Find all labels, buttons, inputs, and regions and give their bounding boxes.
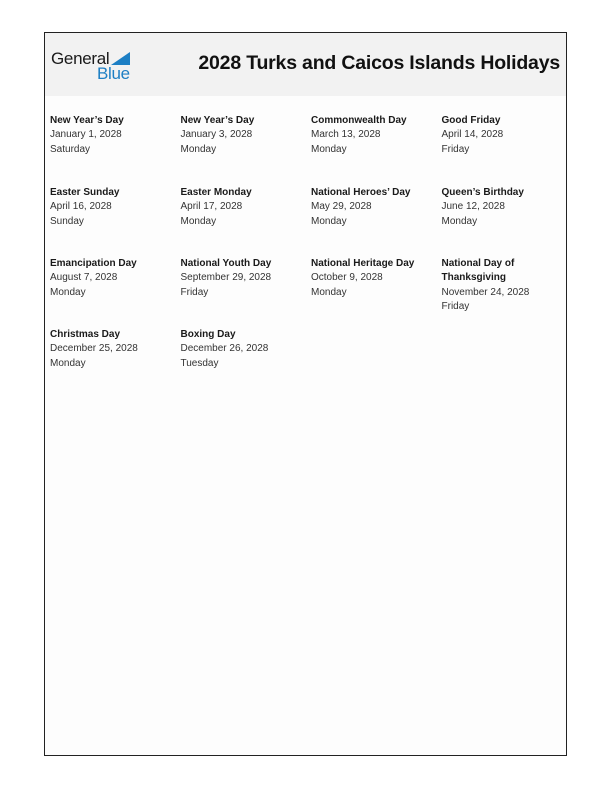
holiday-entry (181, 186, 306, 229)
holiday-weekday: Monday (311, 286, 347, 298)
holiday-name: Easter Monday (180, 187, 252, 198)
holiday-weekday: Sunday (50, 215, 84, 227)
logo-general-text: General (51, 49, 110, 68)
holiday-entry (311, 114, 436, 157)
holiday-date: April 14, 2028 (441, 129, 504, 141)
holiday-entry (311, 186, 436, 229)
logo-blue-text: Blue (97, 64, 130, 83)
holiday-weekday: Monday (311, 215, 347, 227)
page-frame (44, 32, 567, 756)
holiday-name: National Day of Thanksgiving (441, 258, 515, 284)
holiday-date: January 1, 2028 (50, 129, 122, 141)
holiday-name: National Youth Day (180, 258, 272, 269)
holiday-name: National Heroes’ Day (311, 187, 411, 198)
holiday-name: Queen’s Birthday (441, 187, 524, 198)
holiday-entry (50, 328, 175, 371)
holiday-date: January 3, 2028 (180, 129, 253, 141)
holiday-date: October 9, 2028 (311, 272, 383, 284)
holiday-date: December 25, 2028 (50, 343, 138, 355)
holiday-weekday: Monday (50, 357, 86, 369)
holiday-name: New Year’s Day (180, 115, 255, 126)
holiday-date: August 7, 2028 (50, 272, 118, 284)
holiday-date: April 17, 2028 (180, 201, 243, 213)
holiday-weekday: Saturday (50, 143, 91, 155)
holiday-entry (311, 257, 436, 300)
holiday-name: Good Friday (441, 115, 501, 126)
holiday-weekday: Monday (311, 143, 347, 155)
holiday-entry (50, 186, 175, 229)
holiday-weekday: Tuesday (180, 357, 219, 369)
holiday-name: Commonwealth Day (311, 115, 407, 126)
holiday-date: June 12, 2028 (441, 201, 505, 213)
holiday-name: Christmas Day (50, 329, 121, 340)
holiday-weekday: Monday (441, 215, 478, 227)
holiday-weekday: Monday (180, 143, 217, 155)
holiday-entry (181, 114, 306, 157)
holiday-entry (181, 257, 306, 300)
holiday-date: November 24, 2028 (441, 286, 530, 298)
holiday-entry (442, 257, 547, 314)
holiday-name: Boxing Day (180, 329, 236, 340)
holiday-weekday: Monday (50, 286, 86, 298)
holiday-weekday: Monday (180, 215, 217, 227)
holiday-entry (181, 328, 306, 371)
holiday-date: September 29, 2028 (180, 272, 272, 284)
holiday-name: Easter Sunday (50, 187, 120, 198)
holiday-date: December 26, 2028 (180, 343, 269, 355)
page-title: 2028 Turks and Caicos Islands Holidays (198, 52, 560, 74)
holiday-date: April 16, 2028 (50, 201, 112, 213)
holiday-weekday: Friday (441, 143, 470, 155)
holiday-entry (442, 114, 567, 157)
holiday-entry (50, 114, 175, 157)
holiday-weekday: Friday (441, 300, 470, 312)
holiday-date: May 29, 2028 (311, 201, 372, 213)
holiday-date: March 13, 2028 (311, 129, 381, 141)
holiday-name: Emancipation Day (50, 258, 137, 269)
holiday-name: National Heritage Day (311, 258, 415, 269)
holiday-entry (442, 186, 567, 229)
holiday-name: New Year’s Day (50, 115, 124, 126)
holiday-weekday: Friday (180, 286, 209, 298)
generalblue-logo (51, 49, 141, 85)
header (45, 33, 566, 96)
holiday-entry (50, 257, 175, 300)
